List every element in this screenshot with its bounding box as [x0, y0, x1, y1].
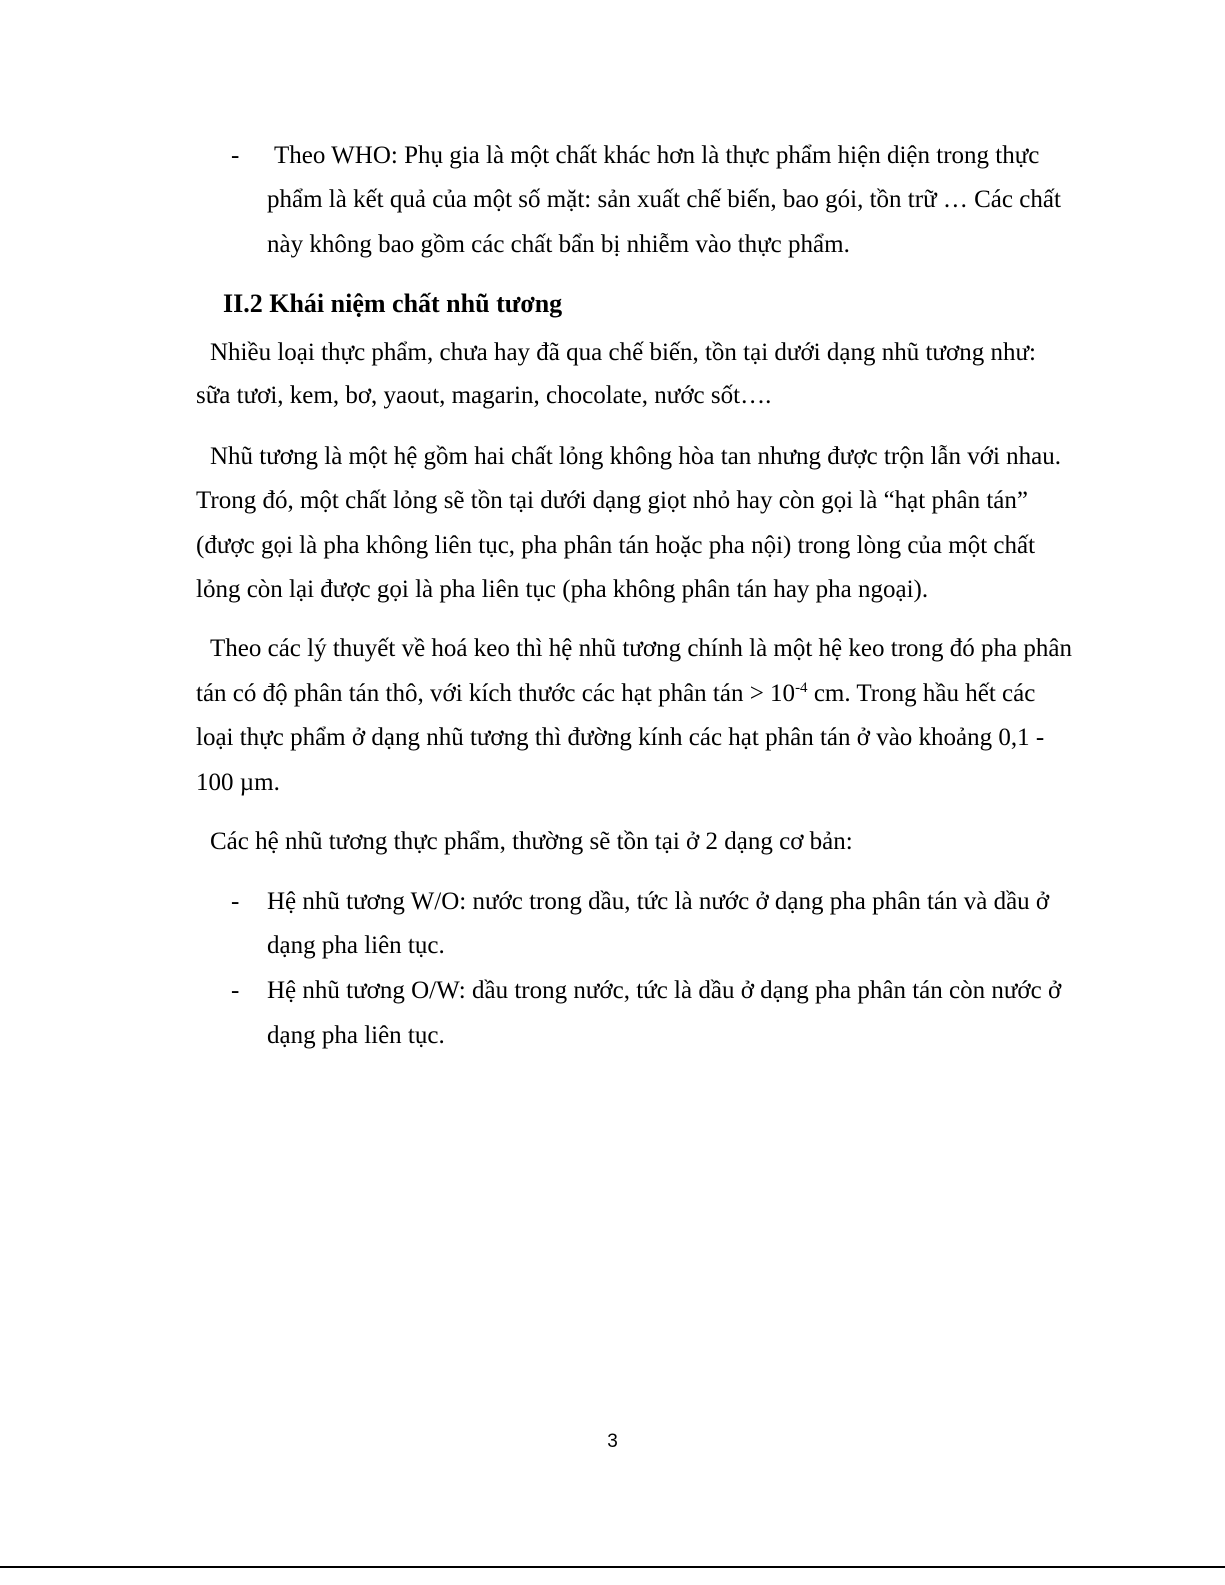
- paragraph3-line-2: [196, 679, 1035, 709]
- ow-line-2: dạng pha liên tục.: [267, 1022, 445, 1049]
- paragraph2-line-3: (được gọi là pha không liên tục, pha phân tán hoặc pha nội) trong lòng của một chất: [196, 532, 1036, 559]
- page-number: 3: [607, 1431, 618, 1452]
- paragraph1-line-2: sữa tươi, kem, bơ, yaout, magarin, chocolate, nước sốt….: [196, 382, 772, 409]
- paragraph3-line-1: Theo các lý thuyết về hoá keo thì hệ nhũ tương chính là một hệ keo trong đó pha phân: [210, 635, 1072, 662]
- paragraph1-line-1: Nhiều loại thực phẩm, chưa hay đã qua chế biến, tồn tại dưới dạng nhũ tương như:: [210, 339, 1036, 366]
- section-heading: II.2 Khái niệm chất nhũ tương: [223, 289, 563, 318]
- paragraph2-line-4: lỏng còn lại được gọi là pha liên tục (pha không phân tán hay pha ngoại).: [196, 576, 929, 603]
- who-line-1: Theo WHO: Phụ gia là một chất khác hơn là thực phẩm hiện diện trong thực: [274, 142, 1040, 169]
- paragraph2-line-2: Trong đó, một chất lỏng sẽ tồn tại dưới dạng giọt nhỏ hay còn gọi là “hạt phân tán”: [196, 487, 1028, 514]
- wo-line-1: Hệ nhũ tương W/O: nước trong dầu, tức là nước ở dạng pha phân tán và dầu ở: [267, 888, 1050, 915]
- paragraph4: Các hệ nhũ tương thực phẩm, thường sẽ tồn tại ở 2 dạng cơ bản:: [210, 828, 853, 855]
- paragraph2-line-1: Nhũ tương là một hệ gồm hai chất lỏng không hòa tan nhưng được trộn lẫn với nhau.: [210, 443, 1062, 470]
- paragraph3-line-2-after: cm. Trong hầu hết các: [807, 680, 1036, 707]
- bottom-divider: [0, 1566, 1225, 1568]
- paragraph3-line-4: 100 µm.: [196, 769, 280, 796]
- ow-line-1: Hệ nhũ tương O/W: dầu trong nước, tức là dầu ở dạng pha phân tán còn nước ở: [267, 977, 1062, 1004]
- wo-line-2: dạng pha liên tục.: [267, 932, 445, 959]
- bullet-dash: -: [231, 977, 240, 1004]
- paragraph3-line-3: loại thực phẩm ở dạng nhũ tương thì đường kính các hạt phân tán ở vào khoảng 0,1 -: [196, 724, 1045, 751]
- who-line-3: này không bao gồm các chất bẩn bị nhiễm vào thực phẩm.: [267, 231, 850, 258]
- exponent: -4: [795, 680, 808, 696]
- paragraph3-line-2-before: tán có độ phân tán thô, với kích thước các hạt phân tán > 10: [196, 680, 796, 707]
- bullet-dash: -: [231, 888, 240, 915]
- bullet-dash: -: [231, 142, 240, 169]
- who-line-2: phẩm là kết quả của một số mặt: sản xuất chế biến, bao gói, tồn trữ … Các chất: [267, 186, 1061, 213]
